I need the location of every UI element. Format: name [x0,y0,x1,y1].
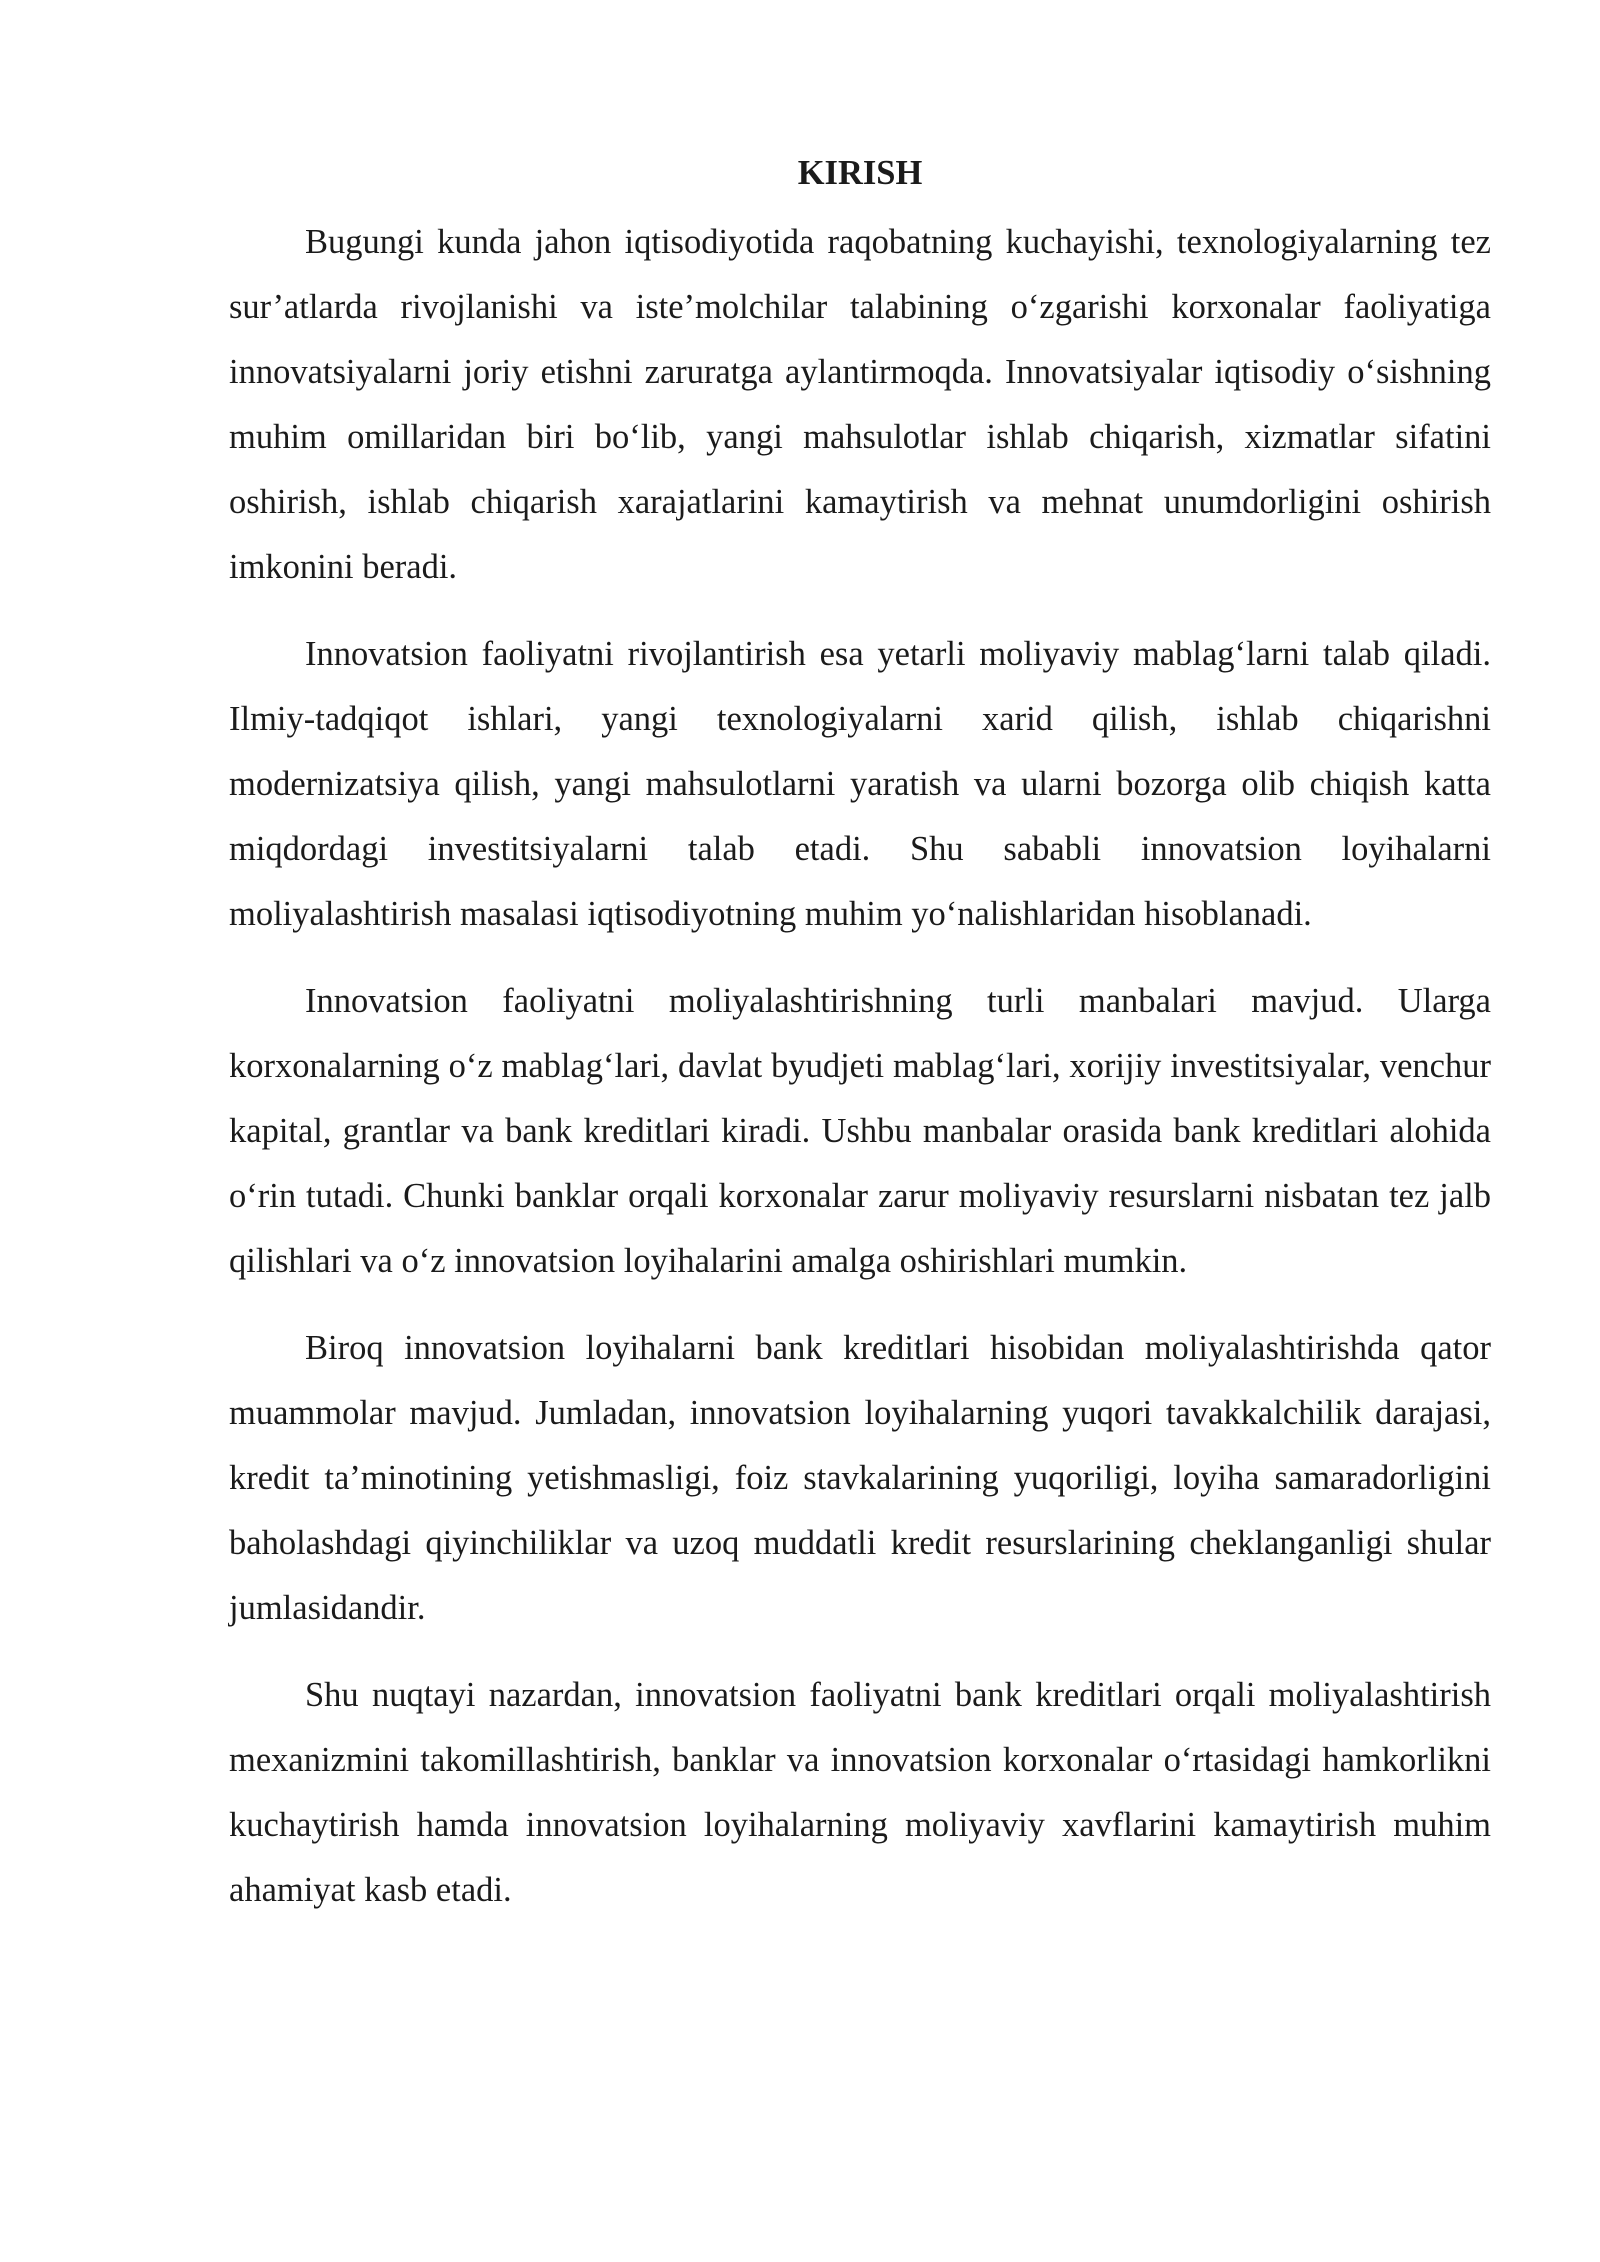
paragraph-5: Shu nuqtayi nazardan, innovatsion faoliyatni bank kreditlari orqali moliyalashtirish mexanizmini takomillashtirish, banklar va innovatsion korxonalar oʻrtasidagi hamkorlikni kuchaytirish hamda innovatsion loyihalarning moliyaviy xavflarini kamaytirish muhim ahamiyat kasb etadi. [229,1676,1491,1909]
paragraph-3: Innovatsion faoliyatni moliyalashtirishning turli manbalari mavjud. Ularga korxonalarning oʻz mablagʻlari, davlat byudjeti mablagʻlari, xorijiy investitsiyalar, venchur kapital, grantlar va bank kreditlari kiradi. Ushbu manbalar orasida bank kreditlari alohida oʻrin tutadi. Chunki banklar orqali korxonalar zarur moliyaviy resurslarni nisbatan tez jalb qilishlari va oʻz innovatsion loyihalarini amalga oshirishlari mumkin. [229,982,1491,1280]
paragraph-4: Biroq innovatsion loyihalarni bank kreditlari hisobidan moliyalashtirishda qator muammolar mavjud. Jumladan, innovatsion loyihalarning yuqori tavakkalchilik darajasi, kredit ta’minotining yetishmasligi, foiz stavkalarining yuqoriligi, loyiha samaradorligini baholashdagi qiyinchiliklar va uzoq muddatli kredit resurslarining cheklanganligi shular jumlasidandir. [229,1329,1491,1627]
document-body [229,148,1491,1923]
document-title: KIRISH [797,154,923,192]
paragraph-2: Innovatsion faoliyatni rivojlantirish esa yetarli moliyaviy mablagʻlarni talab qiladi. Ilmiy-tadqiqot ishlari, yangi texnologiyalarni xarid qilish, ishlab chiqarishni modernizatsiya qilish, yangi mahsulotlarni yaratish va ularni bozorga olib chiqish katta miqdordagi investitsiyalarni talab etadi. Shu sababli innovatsion loyihalarni moliyalashtirish masalasi iqtisodiyotning muhim yoʻnalishlaridan hisoblanadi. [229,635,1491,933]
paragraph-1: Bugungi kunda jahon iqtisodiyotida raqobatning kuchayishi, texnologiyalarning tez sur’atlarda rivojlanishi va iste’molchilar talabining oʻzgarishi korxonalar faoliyatiga innovatsiyalarni joriy etishni zaruratga aylantirmoqda. Innovatsiyalar iqtisodiy oʻsishning muhim omillaridan biri boʻlib, yangi mahsulotlar ishlab chiqarish, xizmatlar sifatini oshirish, ishlab chiqarish xarajatlarini kamaytirish va mehnat unumdorligini oshirish imkonini beradi. [229,223,1491,586]
